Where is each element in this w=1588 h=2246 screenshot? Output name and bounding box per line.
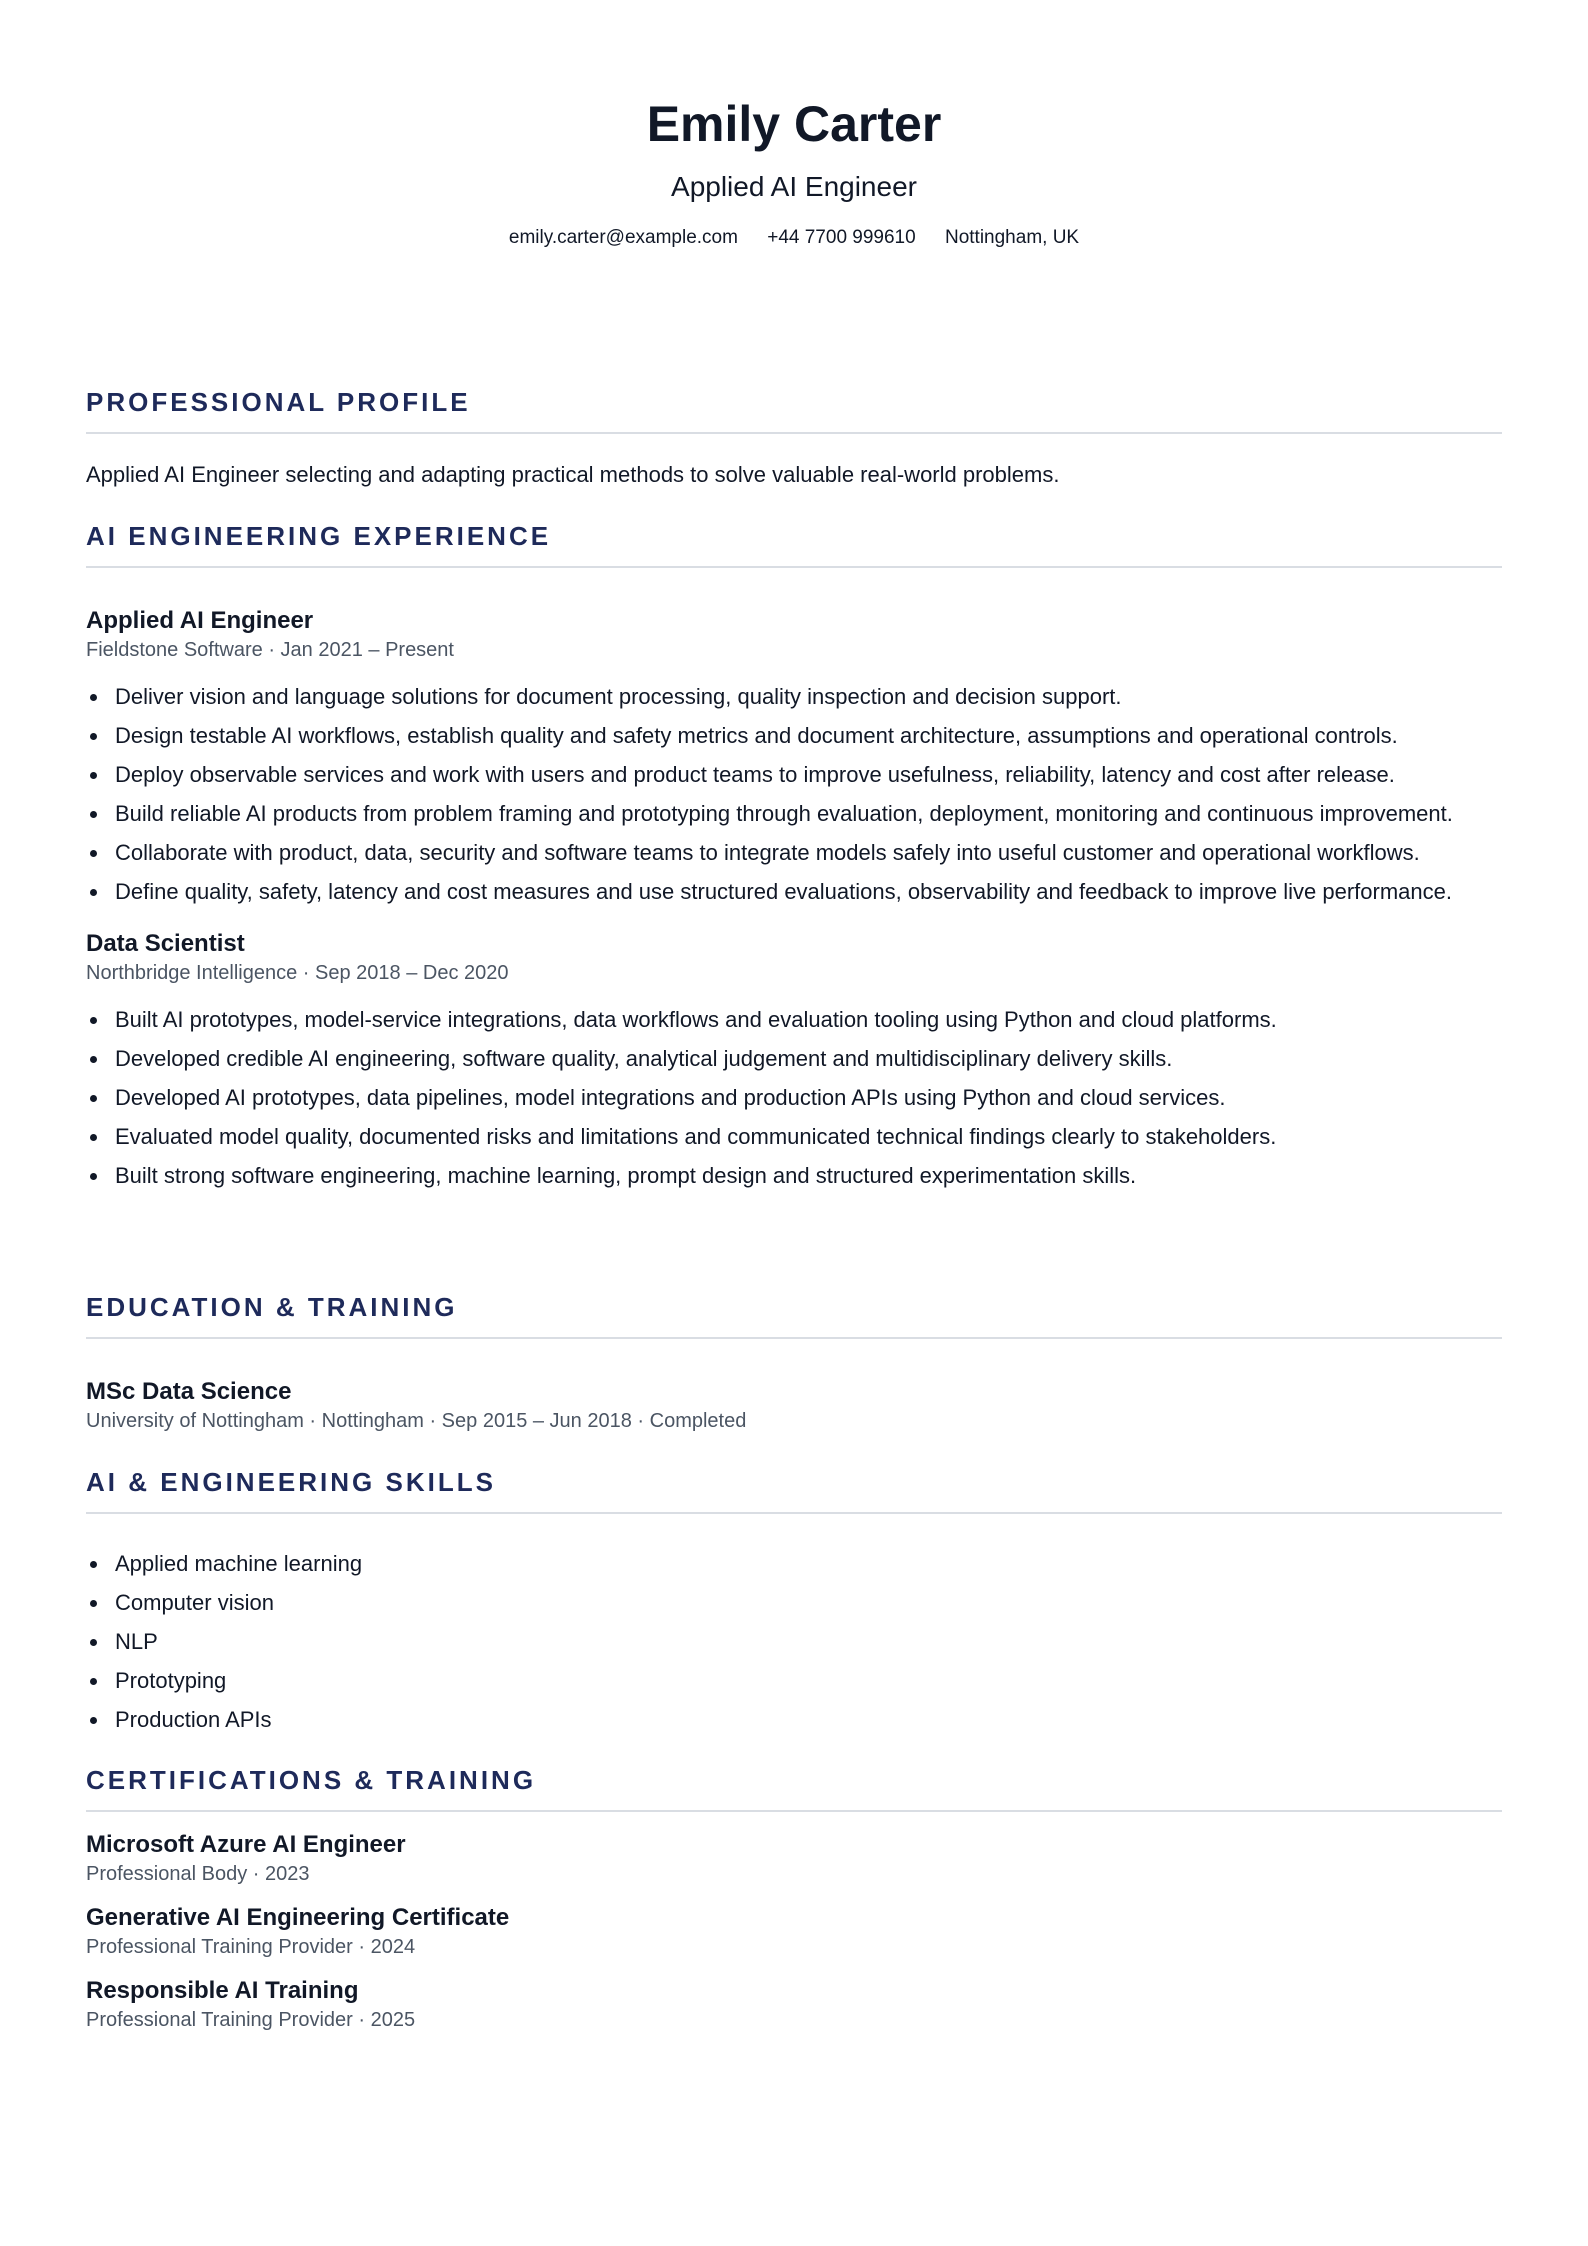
job-title: Data Scientist <box>86 930 245 957</box>
job-bullet: Deploy observable services and work with users and product teams to improve usefulness, reliability, latency and cost after release. <box>86 759 1502 790</box>
job-bullet: Evaluated model quality, documented risks and limitations and communicated technical findings clearly to stakeholders. <box>86 1121 1502 1152</box>
job-bullets <box>86 681 1502 907</box>
job-meta: Northbridge Intelligence · Sep 2018 – Dec 2020 <box>86 962 509 984</box>
skill-item: Applied machine learning <box>86 1548 1502 1579</box>
certification-meta: Professional Training Provider · 2024 <box>86 1936 416 1958</box>
resume-header <box>86 0 1502 250</box>
job-bullet: Built AI prototypes, model-service integrations, data workflows and evaluation tooling using Python and cloud platforms. <box>86 1004 1502 1035</box>
job-bullet: Deliver vision and language solutions for document processing, quality inspection and decision support. <box>86 681 1502 712</box>
section-title-experience: AI ENGINEERING EXPERIENCE <box>86 521 552 551</box>
degree-title: MSc Data Science <box>86 1378 292 1405</box>
job-bullet: Collaborate with product, data, security and software teams to integrate models safely into useful customer and operational workflows. <box>86 837 1502 868</box>
education-entry <box>86 1377 1502 1434</box>
certification-name: Responsible AI Training <box>86 1977 359 2004</box>
certification-entry <box>86 1903 1502 1960</box>
contact-phone: +44 7700 999610 <box>767 227 916 248</box>
section-title-profile: PROFESSIONAL PROFILE <box>86 387 471 417</box>
skill-item: NLP <box>86 1626 1502 1657</box>
job-meta: Fieldstone Software · Jan 2021 – Present <box>86 639 454 661</box>
job-title: Applied AI Engineer <box>86 607 314 634</box>
certification-meta: Professional Body · 2023 <box>86 1863 310 1885</box>
job-bullets <box>86 1004 1502 1191</box>
section-divider <box>86 1810 1502 1812</box>
section-divider <box>86 566 1502 568</box>
education-section <box>86 1291 1502 1434</box>
certifications-list <box>86 1830 1502 2033</box>
section-title-certifications: CERTIFICATIONS & TRAINING <box>86 1765 537 1795</box>
candidate-name: Emily Carter <box>646 96 942 152</box>
job-bullet: Design testable AI workflows, establish quality and safety metrics and document architecture, assumptions and operational controls. <box>86 720 1502 751</box>
certification-entry <box>86 1976 1502 2033</box>
profile-summary: Applied AI Engineer selecting and adapting practical methods to solve valuable real-world problems. <box>86 462 1060 487</box>
skills-section <box>86 1466 1502 1743</box>
skills-list <box>86 1548 1502 1735</box>
profile-section <box>86 386 1502 490</box>
skill-item: Prototyping <box>86 1665 1502 1696</box>
certification-meta: Professional Training Provider · 2025 <box>86 2009 416 2031</box>
section-divider <box>86 1337 1502 1339</box>
degree-meta: University of Nottingham · Nottingham · Sep 2015 – Jun 2018 · Completed <box>86 1410 747 1432</box>
section-divider <box>86 1512 1502 1514</box>
job-bullet: Developed credible AI engineering, software quality, analytical judgement and multidisciplinary delivery skills. <box>86 1043 1502 1074</box>
experience-section <box>86 520 1502 1199</box>
section-title-skills: AI & ENGINEERING SKILLS <box>86 1467 496 1497</box>
certification-name: Generative AI Engineering Certificate <box>86 1904 510 1931</box>
job-bullet: Built strong software engineering, machine learning, prompt design and structured experimentation skills. <box>86 1160 1502 1191</box>
candidate-role: Applied AI Engineer <box>671 171 917 202</box>
job-bullet: Build reliable AI products from problem framing and prototyping through evaluation, deployment, monitoring and continuous improvement. <box>86 798 1502 829</box>
certifications-section <box>86 1764 1502 2049</box>
certification-entry <box>86 1830 1502 1887</box>
skill-item: Computer vision <box>86 1587 1502 1618</box>
job-bullet: Define quality, safety, latency and cost measures and use structured evaluations, observability and feedback to improve live performance. <box>86 876 1502 907</box>
contact-email: emily.carter@example.com <box>508 227 738 248</box>
contact-line <box>86 226 1502 250</box>
skill-item: Production APIs <box>86 1704 1502 1735</box>
certification-name: Microsoft Azure AI Engineer <box>86 1831 406 1858</box>
job-bullet: Developed AI prototypes, data pipelines, model integrations and production APIs using Python and cloud services. <box>86 1082 1502 1113</box>
contact-location: Nottingham, UK <box>944 227 1080 248</box>
job-entry <box>86 606 1502 907</box>
section-title-education: EDUCATION & TRAINING <box>86 1292 458 1322</box>
section-divider <box>86 432 1502 434</box>
job-entry <box>86 929 1502 1191</box>
